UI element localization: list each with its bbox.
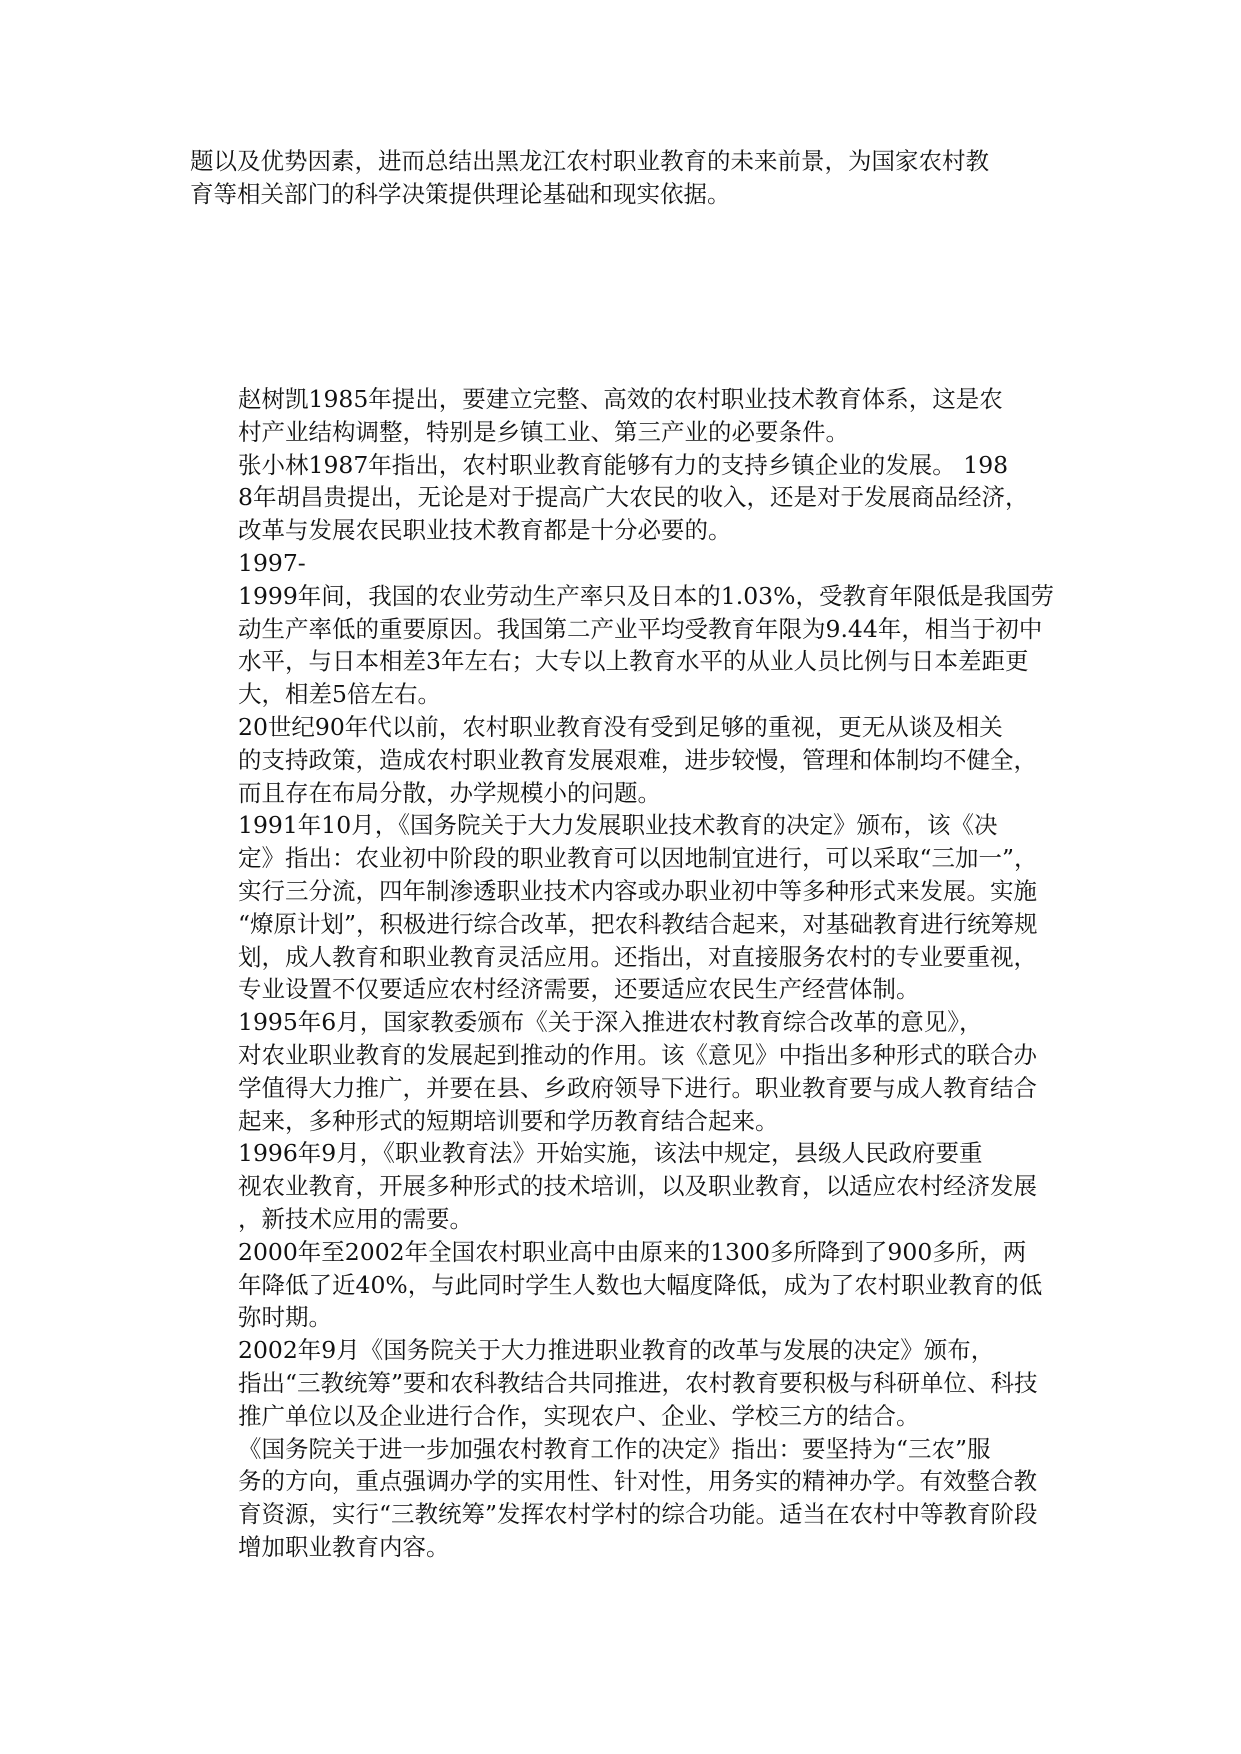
text-line: 2000年至2002年全国农村职业高中由原来的1300多所降到了900多所，两 xyxy=(238,1237,1027,1266)
body-text-block xyxy=(190,383,1052,1564)
text-line: 增加职业教育内容。 xyxy=(238,1532,450,1561)
text-line: 的支持政策，造成农村职业教育发展艰难，进步较慢，管理和体制均不健全， xyxy=(238,745,1037,774)
text-line: 动生产率低的重要原因。我国第二产业平均受教育年限为9.44年，相当于初中 xyxy=(238,614,1043,643)
text-line: 而且存在布局分散，办学规模小的问题。 xyxy=(238,778,661,807)
text-line: 指出“三教统筹”要和农科教结合共同推进，农村教育要积极与科研单位、科技 xyxy=(238,1368,1038,1397)
text-line: 1999年间，我国的农业劳动生产率只及日本的1.03%，受教育年限低是我国劳 xyxy=(238,581,1054,610)
text-line: 年降低了近40%，与此同时学生人数也大幅度降低，成为了农村职业教育的低 xyxy=(238,1270,1043,1299)
paragraph xyxy=(190,547,1052,711)
text-line: 村产业结构调整，特别是乡镇工业、第三产业的必要条件。 xyxy=(238,417,849,446)
text-line: 改革与发展农民职业技术教育都是十分必要的。 xyxy=(238,516,732,545)
paragraph xyxy=(190,1334,1052,1432)
text-line: 育资源，实行“三教统筹”发挥农村学村的综合功能。适当在农村中等教育阶段 xyxy=(238,1500,1038,1529)
text-line: 学值得大力推广，并要在县、乡政府领导下进行。职业教育要与成人教育结合 xyxy=(238,1073,1037,1102)
text-line: 育等相关部门的科学决策提供理论基础和现实依据。 xyxy=(190,179,731,208)
paragraph xyxy=(190,449,1052,547)
text-line: 推广单位以及企业进行合作，实现农户、企业、学校三方的结合。 xyxy=(238,1401,920,1430)
paragraph xyxy=(190,383,1052,449)
text-line: 张小林1987年指出，农村职业教育能够有力的支持乡镇企业的发展。 198 xyxy=(238,450,1009,479)
paragraph xyxy=(190,1006,1052,1137)
text-line: 8年胡昌贵提出，无论是对于提高广大农民的收入，还是对于发展商品经济， xyxy=(238,483,1029,512)
text-line: 专业设置不仅要适应农村经济需要，还要适应农民生产经营体制。 xyxy=(238,975,920,1004)
text-line: 视农业教育，开展多种形式的技术培训，以及职业教育，以适应农村经济发展 xyxy=(238,1172,1037,1201)
text-line: 1995年6月，国家教委颁布《关于深入推进农村教育综合改革的意见》， xyxy=(238,1008,983,1037)
paragraph xyxy=(190,711,1052,809)
text-line: 2002年9月《国务院关于大力推进职业教育的改革与发展的决定》颁布， xyxy=(238,1336,995,1365)
text-line: 赵树凯1985年提出，要建立完整、高效的农村职业技术教育体系，这是农 xyxy=(238,385,1003,413)
paragraph xyxy=(190,1137,1052,1235)
text-line: 务的方向，重点强调办学的实用性、针对性，用务实的精神办学。有效整合教 xyxy=(238,1467,1037,1496)
paragraph xyxy=(190,1433,1052,1564)
text-line: “燎原计划”，积极进行综合改革，把农科教结合起来，对基础教育进行统筹规 xyxy=(238,909,1038,938)
text-line: 水平，与日本相差3年左右；大专以上教育水平的从业人员比例与日本差距更 xyxy=(238,647,1029,676)
text-line: 划，成人教育和职业教育灵活应用。还指出，对直接服务农村的专业要重视， xyxy=(238,942,1037,971)
text-line: 实行三分流，四年制渗透职业技术内容或办职业初中等多种形式来发展。实施 xyxy=(238,876,1037,905)
text-line: 20世纪90年代以前，农村职业教育没有受到足够的重视，更无从谈及相关 xyxy=(238,712,1003,741)
intro-paragraph xyxy=(190,145,1052,211)
text-line: 1996年9月，《职业教育法》开始实施，该法中规定，县级人民政府要重 xyxy=(238,1139,983,1168)
text-line: 弥时期。 xyxy=(238,1303,332,1332)
text-line: ，新技术应用的需要。 xyxy=(238,1204,473,1233)
paragraph xyxy=(190,1236,1052,1334)
paragraph xyxy=(190,809,1052,1006)
text-line: 对农业职业教育的发展起到推动的作用。该《意见》中指出多种形式的联合办 xyxy=(238,1040,1037,1069)
text-line: 大，相差5倍左右。 xyxy=(238,680,441,709)
text-line: 起来，多种形式的短期培训要和学历教育结合起来。 xyxy=(238,1106,779,1135)
text-line: 1991年10月，《国务院关于大力发展职业技术教育的决定》颁布，该《决 xyxy=(238,811,998,840)
text-line: 定》指出：农业初中阶段的职业教育可以因地制宜进行，可以采取“三加一”， xyxy=(238,844,1038,873)
text-line: 1997- xyxy=(238,548,306,577)
text-line: 《国务院关于进一步加强农村教育工作的决定》指出：要坚持为“三农”服 xyxy=(238,1434,991,1463)
text-line: 题以及优势因素，进而总结出黑龙江农村职业教育的未来前景，为国家农村教 xyxy=(190,147,989,175)
intro-text-block xyxy=(190,145,1052,211)
